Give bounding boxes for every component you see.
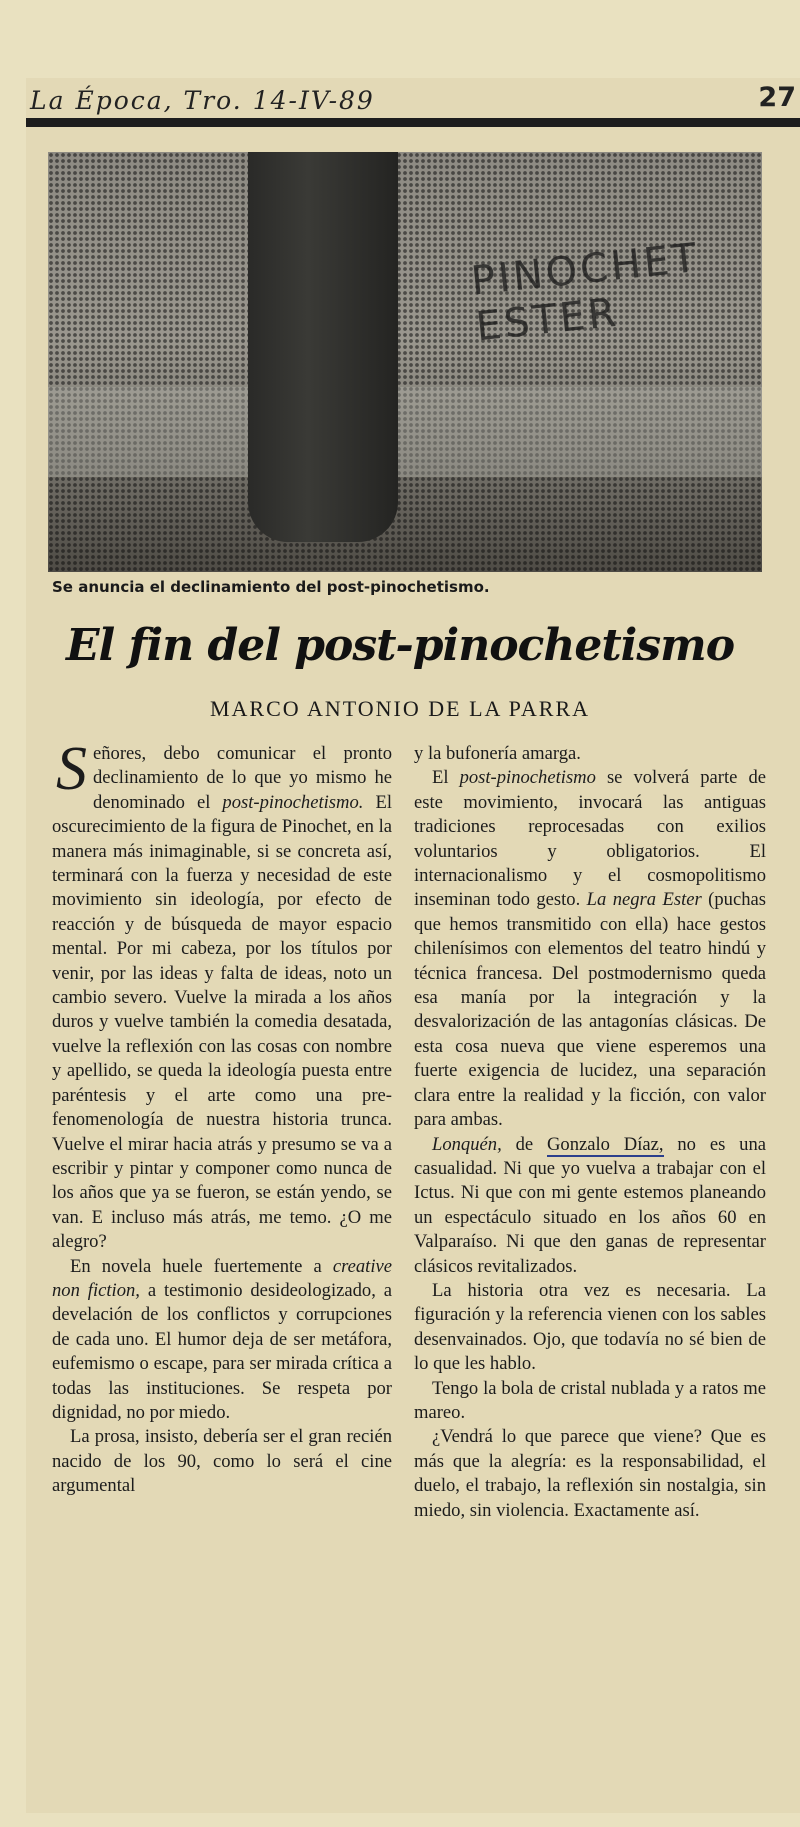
paragraph: ¿Vendrá lo que parece que viene? Que es más que la alegría: es la responsabilidad, el duelo, el trabajo, la reflexión sin nostalgia, sin miedo, sin violencia. Exactamente así.: [414, 1426, 766, 1521]
text-run: En novela huele fuertemente a: [70, 1255, 333, 1277]
paragraph: La prosa, insisto, debería ser el gran recién nacido de los 90, como lo será el cine argumental: [52, 1426, 392, 1497]
text-run: se volverá parte de este movimiento, invocará las antiguas tradiciones reprocesadas con exilios voluntarios y obligatorios. El internacionalismo y el cosmopolitismo inseminan todo gesto.: [414, 767, 766, 911]
text-run: de: [501, 1133, 547, 1155]
paragraph: [52, 735, 392, 1255]
photo-wall-band: [48, 387, 762, 477]
text-run: El oscurecimiento de la figura de Pinochet, en la manera más inimaginable, si se concreta así, terminará con la fuerza y necesidad de este movimiento sin ideología, por efecto de reacción y de búsqueda de mayor espacio mental. Por mi cabeza, por los títulos por venir, por las ideas y falta de ideas, noto un cambio severo. Vuelve la mirada a los años duros y vuelve también la comedia desatada, vuelve la reflexión con las cosas con nombre y apellido, se queda la ideología puesta entre paréntesis y el arte como una pre-fenomenología de nuestra historia trunca. Vuelve el mirar hacia atrás y presumo se va a escribir y pintar y componer como nunca de los años que ya se fueron, se están yendo, se van. E incluso más atrás, me temo. ¿O me alegro?: [52, 791, 392, 1253]
article-title: El fin del post-pinochetismo: [65, 620, 735, 671]
text-run: a testimonio desideologizado, a develación de los conflictos y corrupciones de cada uno. El humor deja de ser metáfora, eufemismo o escape, para ser mirada crítica a todas las instituciones. Se respeta por dignidad, no por miedo.: [52, 1279, 393, 1423]
underlined-name: Gonzalo Díaz,: [546, 1133, 664, 1155]
text-emphasis: Lonquén,: [432, 1133, 502, 1155]
paragraph: La historia otra vez es necesaria. La figuración y la referencia vienen con los sables desenvainados. Ojo, que todavía no sé bien de lo que les hablo.: [414, 1279, 766, 1375]
paragraph: Tengo la bola de cristal nublada y a ratos me mareo.: [414, 1377, 766, 1423]
text-emphasis: post-pinochetismo: [459, 767, 596, 789]
text-run: no es una casualidad. Ni que yo vuelva a trabajar con el Ictus. Ni que con mi gente estemos planeando un espectáculo situado en los años 60 en Valparaíso. Ni que den ganas de representar clásicos revitalizados.: [414, 1133, 766, 1277]
header-rule: [26, 118, 800, 127]
photo-caption: Se anuncia el declinamiento del post-pinochetismo.: [52, 578, 490, 596]
text-run: eñores, debo comunicar el pronto declinamiento de lo que yo mismo he denominado el: [93, 743, 392, 813]
photo-graffiti: PINOCHET ESTER: [468, 234, 702, 351]
text-run: El: [432, 767, 460, 789]
article-column-right: [414, 742, 766, 1523]
paragraph: [52, 1255, 392, 1426]
paragraph: [414, 1133, 766, 1279]
article-photo: [48, 152, 762, 572]
paragraph: y la bufonería amarga.: [414, 743, 581, 764]
handwritten-note: La Época, Tro. 14-IV-89: [30, 86, 375, 115]
text-emphasis: creative non fiction,: [52, 1255, 392, 1301]
paragraph: [414, 766, 766, 1132]
text-emphasis: La negra Ester: [586, 889, 702, 911]
text-emphasis: post-pinochetismo.: [222, 791, 364, 813]
article-author: MARCO ANTONIO DE LA PARRA: [209, 696, 591, 721]
photo-figure: [248, 152, 398, 542]
drop-cap: S: [56, 735, 87, 803]
page-number: 27: [758, 82, 796, 113]
article-column-left: [52, 735, 393, 1499]
text-run: (puchas que hemos transmitido con ella) hace gestos chilenísimos con elementos del teatro hindú y técnica francesa. Del postmodernismo queda esa manía por la integración y la desvalorización de las antagonías clásicas. De esta cosa nueva que viene esperemos una fuerte exigencia de lucidez, una separación clara entre la realidad y la ficción, con valor para ambas.: [414, 889, 766, 1131]
